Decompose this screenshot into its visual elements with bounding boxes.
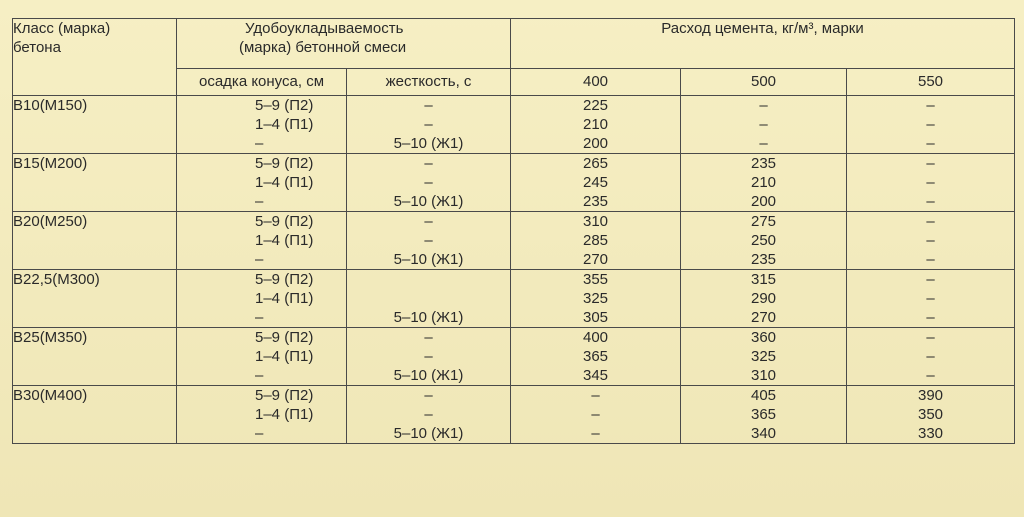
header-workability-line-1: Удобоукладываемость <box>245 20 404 37</box>
c400-value: – <box>591 425 600 442</box>
c500-value: 250 <box>751 232 777 249</box>
header-class-line-1: Класс (марка) <box>13 20 111 37</box>
slump-value: 5–9 (П2) <box>255 329 314 346</box>
header-workability <box>177 19 511 69</box>
cell-c400 <box>511 328 681 386</box>
class-label: В10(М150) <box>13 97 88 114</box>
stiff-value: – <box>424 97 433 114</box>
c400-value: 305 <box>583 309 609 326</box>
c500-value: – <box>759 116 768 133</box>
cell-cls <box>13 96 177 154</box>
slump-value: 1–4 (П1) <box>255 116 314 133</box>
c400-value: 355 <box>583 271 609 288</box>
c400-value: 325 <box>583 290 609 307</box>
cell-stiff <box>347 96 511 154</box>
header-grade-400: 400 <box>511 69 681 96</box>
cell-stiff <box>347 212 511 270</box>
table-row <box>13 328 1015 386</box>
header-class-line-2: бетона <box>13 39 61 56</box>
cell-c550 <box>847 386 1015 444</box>
cell-c400 <box>511 96 681 154</box>
class-label: В15(М200) <box>13 155 88 172</box>
class-label: В20(М250) <box>13 213 88 230</box>
stiff-value: – <box>424 155 433 172</box>
stiff-value: – <box>424 232 433 249</box>
c500-value: – <box>759 97 768 114</box>
header-grade-500: 500 <box>681 69 847 96</box>
c500-value: 200 <box>751 193 777 210</box>
c550-value: – <box>926 348 935 365</box>
slump-value: – <box>255 135 264 152</box>
c500-value: 325 <box>751 348 777 365</box>
cell-c550 <box>847 154 1015 212</box>
stiff-value: – <box>424 213 433 230</box>
stiff-value: – <box>424 387 433 404</box>
c550-value: – <box>926 174 935 191</box>
cell-c400 <box>511 154 681 212</box>
c500-value: – <box>759 135 768 152</box>
cell-cls <box>13 212 177 270</box>
slump-value: 1–4 (П1) <box>255 232 314 249</box>
cell-c500 <box>681 212 847 270</box>
header-workability-line-2: (марка) бетонной смеси <box>239 39 407 56</box>
header-slump: осадка конуса, см <box>177 69 347 96</box>
cell-c550 <box>847 270 1015 328</box>
cell-c550 <box>847 212 1015 270</box>
c550-value: – <box>926 155 935 172</box>
cell-slump <box>177 96 347 154</box>
c400-value: 285 <box>583 232 609 249</box>
cell-c500 <box>681 386 847 444</box>
c550-value: 390 <box>918 387 944 404</box>
cell-stiff <box>347 386 511 444</box>
c400-value: 210 <box>583 116 609 133</box>
c400-value: 400 <box>583 329 609 346</box>
cell-c400 <box>511 270 681 328</box>
header-consumption-label: Расход цемента, кг/м³, марки <box>661 20 864 37</box>
c550-value: – <box>926 116 935 133</box>
c550-value: 350 <box>918 406 944 423</box>
slump-value: 1–4 (П1) <box>255 348 314 365</box>
stiff-value: – <box>424 329 433 346</box>
c400-value: 345 <box>583 367 609 384</box>
header-stiffness: жесткость, с <box>347 69 511 96</box>
c550-value: – <box>926 367 935 384</box>
c500-value: 405 <box>751 387 777 404</box>
table-row <box>13 96 1015 154</box>
c550-value: – <box>926 213 935 230</box>
cell-c500 <box>681 96 847 154</box>
cell-c500 <box>681 328 847 386</box>
c400-value: 225 <box>583 97 609 114</box>
cell-stiff <box>347 154 511 212</box>
stiff-value: – <box>424 406 433 423</box>
c400-value: 235 <box>583 193 609 210</box>
stiff-value: 5–10 (Ж1) <box>393 425 464 442</box>
c400-value: – <box>591 387 600 404</box>
c400-value: – <box>591 406 600 423</box>
table-row <box>13 270 1015 328</box>
slump-value: 1–4 (П1) <box>255 174 314 191</box>
cell-c550 <box>847 96 1015 154</box>
cell-c500 <box>681 270 847 328</box>
c550-value: – <box>926 232 935 249</box>
slump-value: 5–9 (П2) <box>255 387 314 404</box>
c500-value: 360 <box>751 329 777 346</box>
slump-value: – <box>255 367 264 384</box>
c550-value: – <box>926 97 935 114</box>
cell-cls <box>13 154 177 212</box>
cell-slump <box>177 328 347 386</box>
header-grade-550: 550 <box>847 69 1015 96</box>
stiff-value: 5–10 (Ж1) <box>393 193 464 210</box>
class-label: В30(М400) <box>13 387 88 404</box>
c550-value: – <box>926 251 935 268</box>
c500-value: 275 <box>751 213 777 230</box>
slump-value: – <box>255 309 264 326</box>
cell-stiff <box>347 328 511 386</box>
c550-value: – <box>926 290 935 307</box>
c500-value: 290 <box>751 290 777 307</box>
c400-value: 270 <box>583 251 609 268</box>
c500-value: 235 <box>751 155 777 172</box>
cell-c500 <box>681 154 847 212</box>
stiff-value <box>347 289 510 308</box>
c550-value: – <box>926 271 935 288</box>
stiff-value <box>347 270 510 289</box>
cell-slump <box>177 386 347 444</box>
cell-cls <box>13 328 177 386</box>
c550-value: – <box>926 193 935 210</box>
cell-slump <box>177 154 347 212</box>
cell-c400 <box>511 386 681 444</box>
c400-value: 245 <box>583 174 609 191</box>
stiff-value: 5–10 (Ж1) <box>393 135 464 152</box>
c500-value: 315 <box>751 271 777 288</box>
slump-value: 1–4 (П1) <box>255 406 314 423</box>
c550-value: 330 <box>918 425 944 442</box>
c500-value: 270 <box>751 309 777 326</box>
cell-cls <box>13 270 177 328</box>
slump-value: – <box>255 193 264 210</box>
stiff-value: – <box>424 116 433 133</box>
slump-value: 1–4 (П1) <box>255 290 314 307</box>
c500-value: 310 <box>751 367 777 384</box>
table-body <box>13 96 1015 444</box>
c500-value: 365 <box>751 406 777 423</box>
stiff-value: – <box>424 348 433 365</box>
header-class <box>13 19 177 96</box>
c550-value: – <box>926 309 935 326</box>
c550-value: – <box>926 329 935 346</box>
cell-c400 <box>511 212 681 270</box>
c550-value: – <box>926 135 935 152</box>
cement-consumption-table <box>12 18 1015 444</box>
slump-value: 5–9 (П2) <box>255 271 314 288</box>
table-row <box>13 386 1015 444</box>
c500-value: 235 <box>751 251 777 268</box>
c500-value: 340 <box>751 425 777 442</box>
cell-cls <box>13 386 177 444</box>
class-label: В22,5(М300) <box>13 271 100 288</box>
c400-value: 200 <box>583 135 609 152</box>
stiff-value: 5–10 (Ж1) <box>393 309 464 326</box>
stiff-value: 5–10 (Ж1) <box>393 251 464 268</box>
stiff-value: 5–10 (Ж1) <box>393 367 464 384</box>
slump-value: 5–9 (П2) <box>255 213 314 230</box>
slump-value: 5–9 (П2) <box>255 155 314 172</box>
slump-value: – <box>255 425 264 442</box>
slump-value: – <box>255 251 264 268</box>
slump-value: 5–9 (П2) <box>255 97 314 114</box>
cell-stiff <box>347 270 511 328</box>
stiff-value: – <box>424 174 433 191</box>
c400-value: 265 <box>583 155 609 172</box>
c500-value: 210 <box>751 174 777 191</box>
header-consumption <box>511 19 1015 69</box>
cell-c550 <box>847 328 1015 386</box>
c400-value: 365 <box>583 348 609 365</box>
cell-slump <box>177 212 347 270</box>
table-row <box>13 154 1015 212</box>
class-label: В25(М350) <box>13 329 88 346</box>
c400-value: 310 <box>583 213 609 230</box>
cell-slump <box>177 270 347 328</box>
table-row <box>13 212 1015 270</box>
